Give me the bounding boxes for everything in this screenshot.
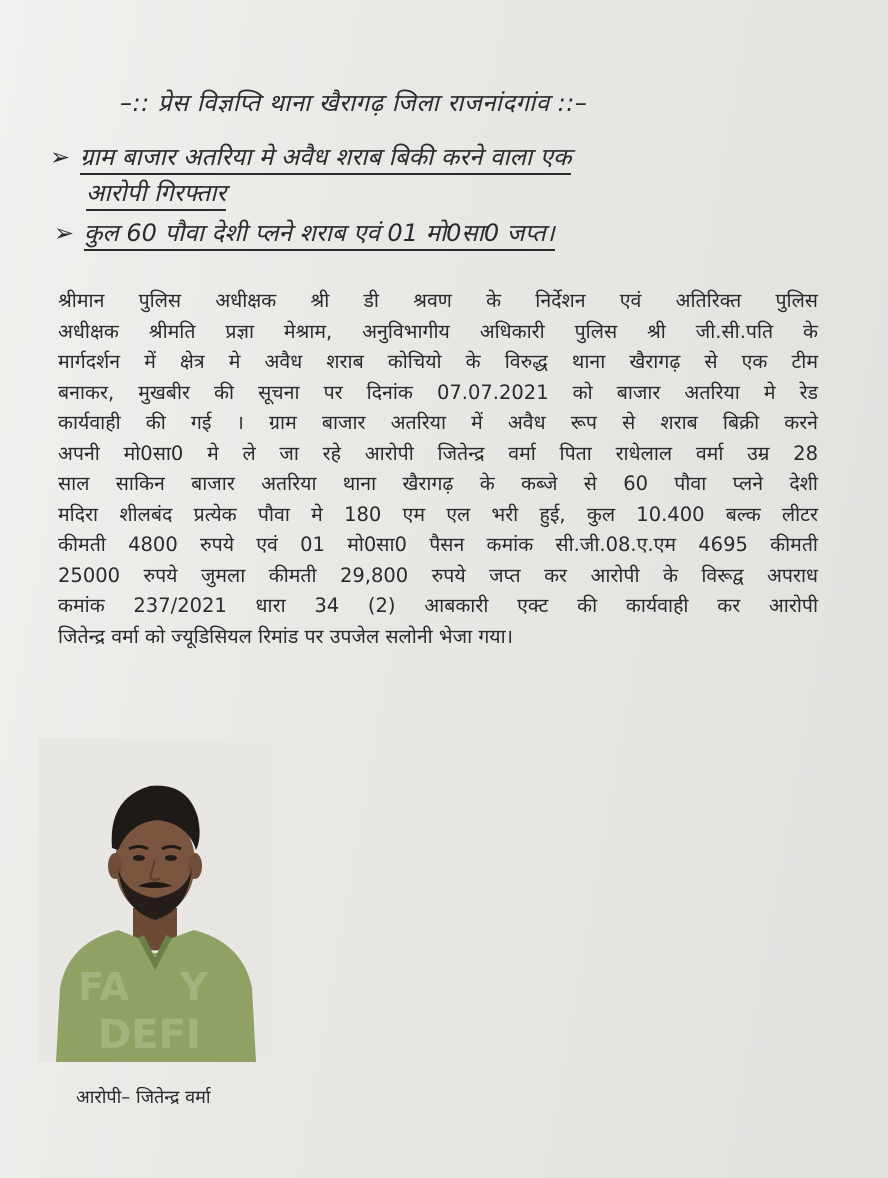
svg-text:DEFI: DEFI	[98, 1012, 201, 1058]
headline-bullet-2	[54, 216, 555, 249]
headline-bullet-1-line-2: आरोपी गिरफ्तार	[86, 179, 226, 211]
body-line: कमांक 237/2021 धारा 34 (2) आबकारी एक्ट की कार्यवाही कर आरोपी	[58, 594, 818, 617]
press-release-body	[58, 286, 818, 652]
body-line: बनाकर, मुखबीर की सूचना पर दिनांक 07.07.2021 को बाजार अतरिया मे रेड	[58, 380, 818, 404]
press-release-title: –:: प्रेस विज्ञप्ति थाना खैरागढ़ जिला राजनांदगांव ::–	[120, 89, 588, 117]
body-line: श्रीमान पुलिस अधीक्षक श्री डी श्रवण के निर्देशन एवं अतिरिक्त पुलिस	[58, 289, 818, 312]
body-line: जितेन्द्र वर्मा को ज्यूडिसियल रिमांड पर उपजेल सलोनी भेजा गया।	[58, 624, 514, 648]
body-line: अपनी मो0सा0 मे ले जा रहे आरोपी जितेन्द्र वर्मा पिता राधेलाल वर्मा उम्र 28	[58, 441, 818, 465]
body-line: मदिरा शीलबंद प्रत्येक पौवा मे 180 एम एल भरी हुई, कुल 10.400 बल्क लीटर	[58, 502, 818, 526]
headline-bullet-1-line-1: ग्राम बाजार अतरिया मे अवैध शराब बिकी करने वाला एक	[80, 143, 571, 175]
svg-text:Y: Y	[180, 965, 208, 1009]
body-line: कीमती 4800 रुपये एवं 01 मो0सा0 पैसन कमांक सी.जी.08.ए.एम 4695 कीमती	[58, 533, 818, 556]
headline-bullet-1-continuation	[86, 176, 226, 209]
body-line: 25000 रुपये जुमला कीमती 29,800 रुपये जप्त कर आरोपी के विरूद्व अपराध	[58, 563, 818, 587]
svg-text:FA: FA	[78, 965, 130, 1009]
body-line: साल साकिन बाजार अतरिया थाना खैरागढ़ के कब्जे से 60 पौवा प्लने देशी	[58, 472, 818, 495]
accused-portrait-illustration	[38, 738, 272, 1062]
body-line: अधीक्षक श्रीमति प्रज्ञा मेश्राम, अनुविभागीय अधिकारी पुलिस श्री जी.सी.पति के	[58, 319, 818, 343]
body-line: मार्गदर्शन में क्षेत्र मे अवैध शराब कोचियो के विरुद्ध थाना खैरागढ़ से एक टीम	[58, 350, 818, 373]
body-line: कार्यवाही की गई । ग्राम बाजार अतरिया में अवैध रूप से शराब बिक्री करने	[58, 411, 818, 434]
headline-bullet-1	[50, 140, 571, 173]
arrow-bullet-icon: ➢	[50, 143, 71, 171]
arrow-bullet-icon: ➢	[54, 219, 75, 247]
headline-bullet-2-line-1: कुल 60 पौवा देशी प्लने शराब एवं 01 मो0सा0 जप्त।	[84, 219, 555, 251]
accused-photo	[38, 738, 272, 1062]
photo-caption: आरोपी– जितेन्द्र वर्मा	[76, 1087, 211, 1108]
